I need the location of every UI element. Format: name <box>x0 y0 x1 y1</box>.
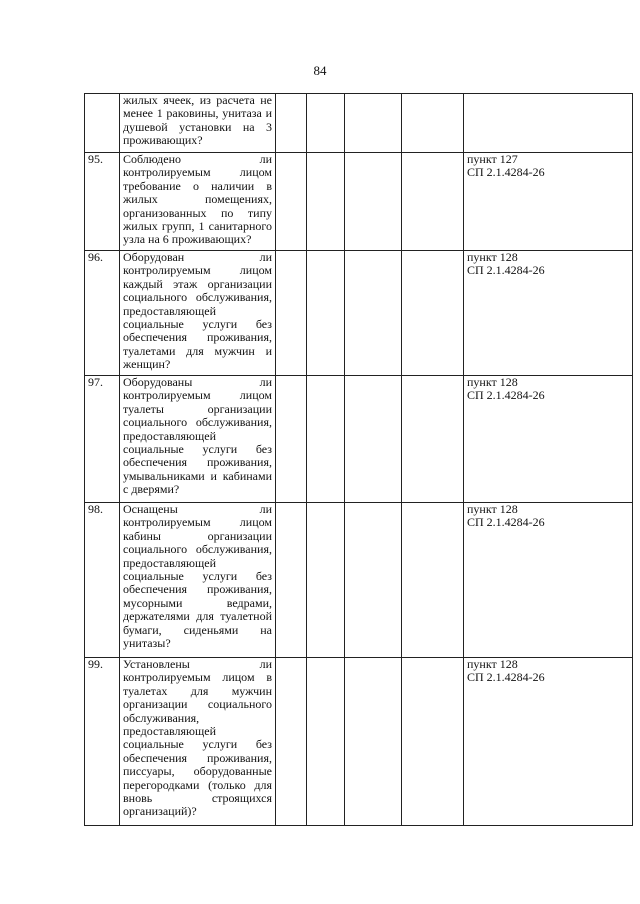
row-number: 99. <box>85 658 120 826</box>
answer-cell-no <box>307 94 345 153</box>
note-cell <box>402 94 464 153</box>
reference-clause: пункт 128 <box>467 250 518 264</box>
reference-clause: пункт 128 <box>467 375 518 389</box>
table-row <box>85 376 633 503</box>
row-number: 96. <box>85 251 120 376</box>
answer-cell-na <box>345 251 402 376</box>
reference-cell <box>464 658 633 826</box>
question-cell <box>120 94 276 153</box>
question-text: Установлены ли контролируемым лицом в туалетах для мужчин организации социального обслуживания, предоставляющей социальные услуги без обеспечения проживания, писсуары, оборудованные перегородками (только для вновь строящихся организаций)? <box>123 657 272 819</box>
reference-document: СП 2.1.4284-26 <box>467 263 545 278</box>
answer-cell-no <box>307 251 345 376</box>
answer-cell-na <box>345 376 402 503</box>
reference-document: СП 2.1.4284-26 <box>467 388 545 403</box>
reference-cell <box>464 376 633 503</box>
answer-cell-yes <box>276 153 307 251</box>
table-row <box>85 153 633 251</box>
table-row <box>85 251 633 376</box>
reference-clause: пункт 127 <box>467 152 518 166</box>
answer-cell-no <box>307 376 345 503</box>
answer-cell-no <box>307 503 345 658</box>
table-row <box>85 94 633 153</box>
note-cell <box>402 153 464 251</box>
question-text: Оборудован ли контролируемым лицом каждый этаж организации социального обслуживания, предоставляющей социальные услуги без обеспечения проживания, туалетами для мужчин и женщин? <box>123 250 272 372</box>
note-cell <box>402 658 464 826</box>
answer-cell-no <box>307 153 345 251</box>
question-text: Соблюдено ли контролируемым лицом требование о наличии в жилых помещениях, организованных по типу жилых групп, 1 санитарного узла на 6 проживающих? <box>123 152 272 247</box>
row-number: 97. <box>85 376 120 503</box>
answer-cell-yes <box>276 94 307 153</box>
answer-cell-yes <box>276 658 307 826</box>
reference-document: СП 2.1.4284-26 <box>467 670 545 685</box>
answer-cell-yes <box>276 376 307 503</box>
question-cell <box>120 376 276 503</box>
question-cell <box>120 251 276 376</box>
reference-cell <box>464 153 633 251</box>
checklist-table <box>84 93 633 826</box>
question-text: жилых ячеек, из расчета не менее 1 раковины, унитаза и душевой установки на 3 проживающих? <box>123 93 272 148</box>
reference-cell <box>464 503 633 658</box>
question-cell <box>120 503 276 658</box>
reference-clause: пункт 128 <box>467 657 518 671</box>
answer-cell-na <box>345 503 402 658</box>
reference-cell <box>464 94 633 153</box>
reference-document: СП 2.1.4284-26 <box>467 165 545 180</box>
note-cell <box>402 251 464 376</box>
answer-cell-no <box>307 658 345 826</box>
question-cell <box>120 153 276 251</box>
reference-clause: пункт 128 <box>467 502 518 516</box>
answer-cell-yes <box>276 251 307 376</box>
row-number: 98. <box>85 503 120 658</box>
answer-cell-na <box>345 153 402 251</box>
note-cell <box>402 376 464 503</box>
answer-cell-yes <box>276 503 307 658</box>
answer-cell-na <box>345 658 402 826</box>
row-number: 95. <box>85 153 120 251</box>
answer-cell-na <box>345 94 402 153</box>
row-number <box>85 94 120 153</box>
reference-document: СП 2.1.4284-26 <box>467 515 545 530</box>
table-row <box>85 658 633 826</box>
reference-cell <box>464 251 633 376</box>
page-number: 84 <box>313 63 327 78</box>
note-cell <box>402 503 464 658</box>
question-text: Оснащены ли контролируемым лицом кабины организации социального обслуживания, предоставляющей социальные услуги без обеспечения проживания, мусорными ведрами, держателями для туалетной бумаги, сиденьями на унитазы? <box>123 502 272 651</box>
table-row <box>85 503 633 658</box>
question-cell <box>120 658 276 826</box>
question-text: Оборудованы ли контролируемым лицом туалеты организации социального обслуживания, предоставляющей социальные услуги без обеспечения проживания, умывальниками и кабинами с дверями? <box>123 375 272 497</box>
